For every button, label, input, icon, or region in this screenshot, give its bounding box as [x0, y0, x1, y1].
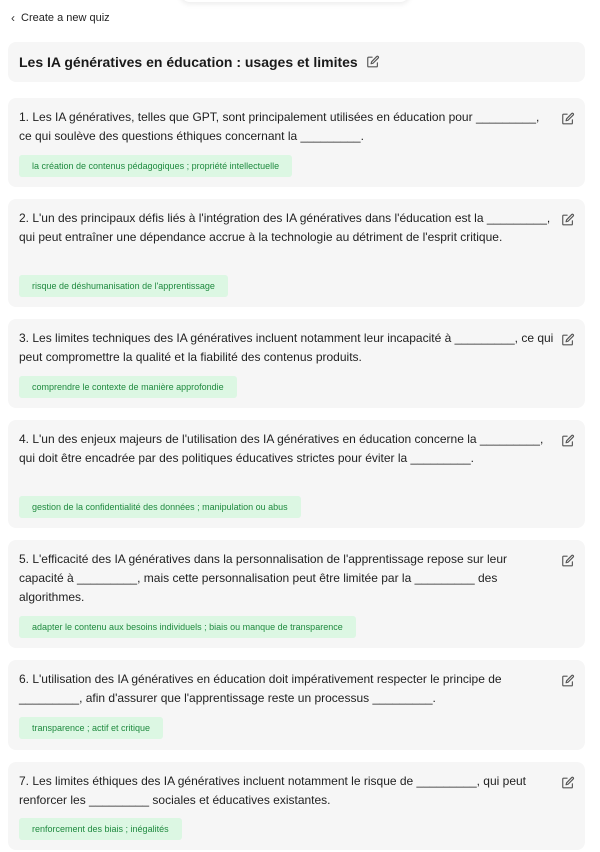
edit-question-icon[interactable]: [561, 213, 575, 227]
question-card: [8, 98, 585, 187]
answer-badge: la création de contenus pédagogiques ; propriété intellectuelle: [19, 155, 292, 177]
question-text: 3. Les limites techniques des IA génératives incluent notamment leur incapacité à _________, ce qui peut compromettre la qualité et la fiabilité des contenus produits.: [19, 331, 554, 364]
quiz-title-card: [8, 42, 585, 82]
edit-question-icon[interactable]: [561, 112, 575, 126]
answer-badge: adapter le contenu aux besoins individuels ; biais ou manque de transparence: [19, 616, 356, 638]
answer-badge: renforcement des biais ; inégalités: [19, 818, 182, 840]
question-text: 7. Les limites éthiques des IA génératives incluent notamment le risque de _________, qui peut renforcer les _________ sociales et éducatives existantes.: [19, 774, 526, 807]
quiz-title: Les IA génératives en éducation : usages et limites: [19, 54, 358, 70]
answer-badge: risque de déshumanisation de l'apprentissage: [19, 275, 228, 297]
answer-badge: comprendre le contexte de manière approfondie: [19, 376, 237, 398]
edit-question-icon[interactable]: [561, 434, 575, 448]
question-card: [8, 762, 585, 850]
question-text: 1. Les IA génératives, telles que GPT, sont principalement utilisées en éducation pour _________, ce qui soulève des questions éthiques concernant la _________.: [19, 110, 540, 143]
edit-question-icon[interactable]: [561, 674, 575, 688]
answer-badge: gestion de la confidentialité des données ; manipulation ou abus: [19, 496, 301, 518]
chevron-left-icon: ‹: [11, 11, 15, 25]
top-edge-shadow: [180, 0, 410, 2]
question-text: 4. L'un des enjeux majeurs de l'utilisation des IA génératives en éducation concerne la _________, qui doit être encadrée par des politiques éducatives strictes pour éviter la _________.: [19, 432, 544, 465]
question-card: [8, 199, 585, 307]
answer-badge: transparence ; actif et critique: [19, 717, 163, 739]
question-text: 5. L'efficacité des IA génératives dans la personnalisation de l'apprentissage repose sur leur capacité à _________, mais cette personnalisation peut être limitée par la _________ des algorithmes.: [19, 552, 507, 604]
question-card: [8, 319, 585, 408]
edit-question-icon[interactable]: [561, 554, 575, 568]
edit-question-icon[interactable]: [561, 333, 575, 347]
question-text: 2. L'un des principaux défis liés à l'intégration des IA génératives dans l'éducation est la _________, qui peut entraîner une dépendance accrue à la technologie au détriment de l'esprit critique.: [19, 211, 551, 244]
back-link-label: Create a new quiz: [21, 12, 110, 24]
question-text: 6. L'utilisation des IA génératives en éducation doit impérativement respecter le principe de _________, afin d'assurer que l'apprentissage reste un processus _________.: [19, 672, 502, 705]
question-card: [8, 420, 585, 528]
edit-question-icon[interactable]: [561, 776, 575, 790]
back-link[interactable]: [11, 9, 110, 27]
question-card: [8, 660, 585, 750]
edit-title-icon[interactable]: [366, 55, 380, 69]
question-card: [8, 540, 585, 648]
